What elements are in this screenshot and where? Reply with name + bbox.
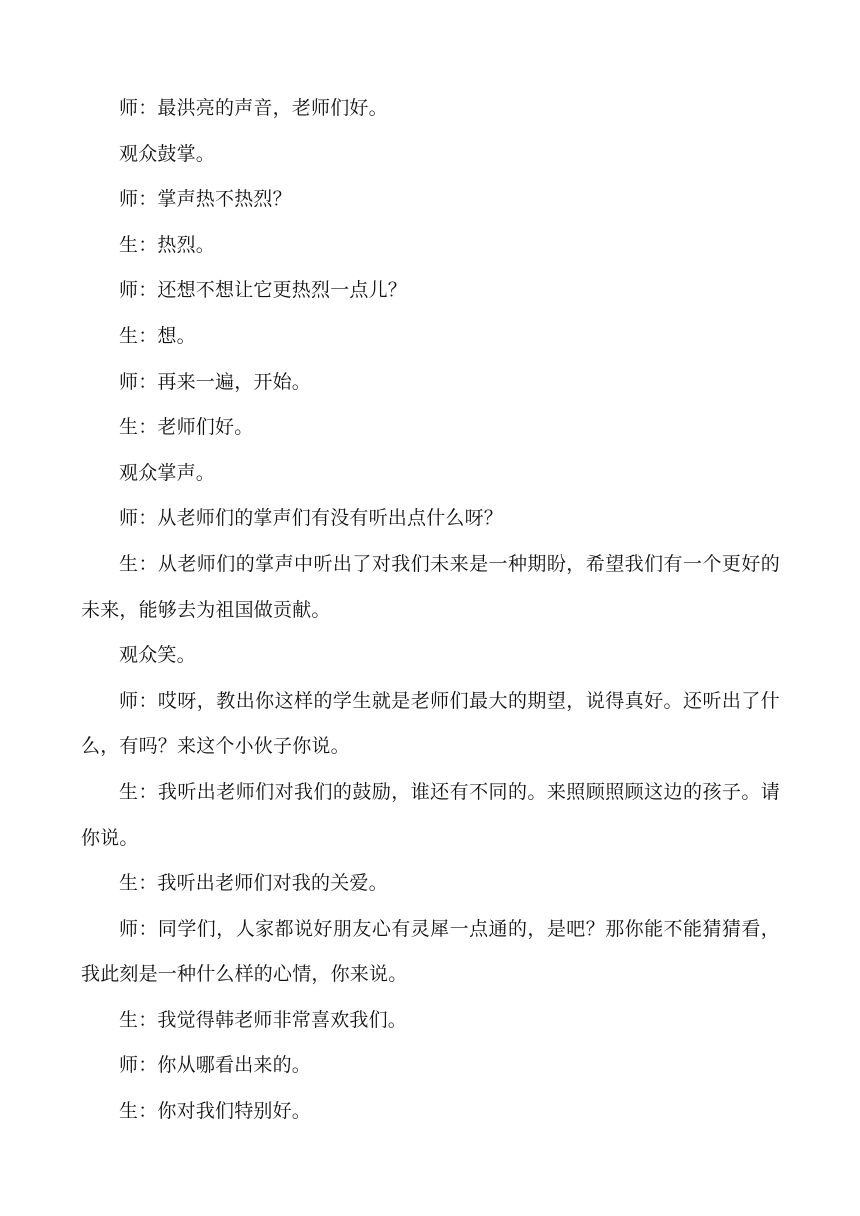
paragraph: 师：掌声热不热烈？	[119, 188, 292, 211]
paragraph: 生：想。	[119, 324, 196, 347]
paragraph: 生：老师们好。	[119, 416, 254, 439]
paragraph: 生：我听出老师们对我的关爱。	[119, 872, 388, 895]
paragraph: 生：你对我们特别好。	[119, 1100, 312, 1123]
paragraph: 师：从老师们的掌声们有没有听出点什么呀？	[119, 507, 504, 530]
paragraph: 观众笑。	[119, 644, 196, 667]
paragraph: 生：从老师们的掌声中听出了对我们未来是一种期盼，希望我们有一个更好的未来，能够去为祖国做贡献。	[81, 552, 780, 621]
paragraph: 观众掌声。	[119, 461, 216, 484]
paragraph: 师：再来一遍，开始。	[119, 370, 312, 393]
paragraph: 师：还想不想让它更热烈一点儿？	[119, 279, 408, 302]
paragraph: 师：最洪亮的声音，老师们好。	[119, 97, 388, 119]
paragraph: 观众鼓掌。	[119, 142, 216, 165]
paragraph: 生：热烈。	[119, 233, 216, 256]
paragraph: 生：我觉得韩老师非常喜欢我们。	[119, 1008, 408, 1031]
paragraph: 生：我听出老师们对我们的鼓励，谁还有不同的。来照顾照顾这边的孩子。请你说。	[81, 780, 780, 849]
paragraph: 师：哎呀，教出你这样的学生就是老师们最大的期望，说得真好。还听出了什么，有吗？来这个小伙子你说。	[81, 689, 780, 758]
transcript-body	[81, 86, 780, 1135]
paragraph: 师：你从哪看出来的。	[119, 1054, 312, 1077]
paragraph: 师：同学们，人家都说好朋友心有灵犀一点通的，是吧？那你能不能猜猜看，我此刻是一种什么样的心情，你来说。	[81, 917, 780, 986]
